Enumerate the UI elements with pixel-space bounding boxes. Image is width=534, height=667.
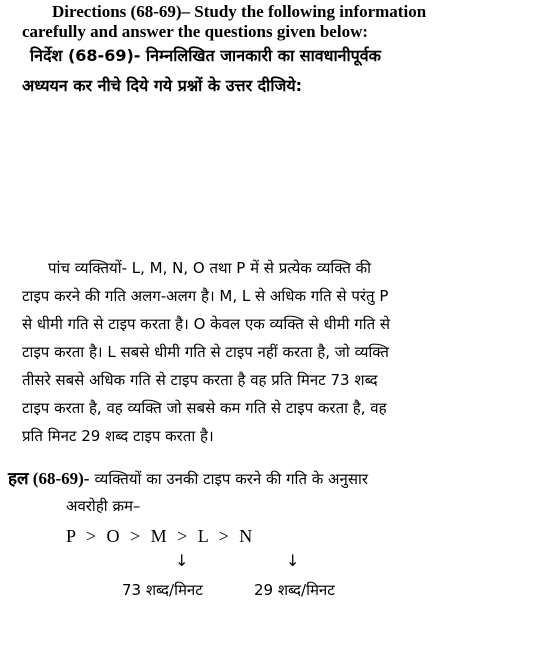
solution-line-1 [8, 466, 368, 489]
solution-line-1-text: व्यक्तियों का उनकी टाइप करने की गति के अनुसार [94, 470, 368, 488]
arrow-down-icon: ↓ [286, 551, 300, 570]
passage-hindi-line-6: टाइप करता है, वह व्यक्ति जो सबसे कम गति से टाइप करता है, वह [22, 399, 387, 417]
solution-label: हल (68-69)- [8, 469, 90, 488]
solution-line-2: अवरोही क्रम– [66, 497, 141, 515]
passage-hindi-line-3: से धीमी गति से टाइप करता है। O केवल एक व्यक्ति से धीमी गति से [22, 315, 391, 333]
arrow-down-icon: ↓ [175, 551, 189, 570]
passage-hindi-line-5: तीसरे सबसे अधिक गति से टाइप करता है वह प्रति मिनट 73 शब्द [22, 371, 378, 389]
rate-slowest: 29 शब्द/मिनट [254, 581, 335, 599]
passage-hindi-line-1: पांच व्यक्तियों- L, M, N, O तथा P में से प्रत्येक व्यक्ति की [48, 259, 372, 277]
directions-hindi-line-2: अध्ययन कर नीचे दिये गये प्रश्नों के उत्तर दीजिये: [22, 76, 303, 95]
passage-hindi-line-2: टाइप करने की गति अलग-अलग है। M, L से अधिक गति से परंतु P [22, 287, 389, 305]
directions-english-line-1: Directions (68-69)– Study the following information [52, 2, 427, 21]
descending-order: P > O > M > L > N [66, 526, 253, 546]
passage-hindi-line-4: टाइप करता है। L सबसे धीमी गति से टाइप नहीं करता है, जो व्यक्ति [22, 343, 389, 361]
passage-hindi-line-7: प्रति मिनट 29 शब्द टाइप करता है। [22, 427, 214, 445]
directions-english-line-2: carefully and answer the questions given below: [22, 22, 369, 41]
directions-hindi-line-1: निर्देश (68-69)- निम्नलिखित जानकारी का सावधानीपूर्वक [30, 46, 381, 65]
rate-third-fastest: 73 शब्द/मिनट [122, 581, 203, 599]
